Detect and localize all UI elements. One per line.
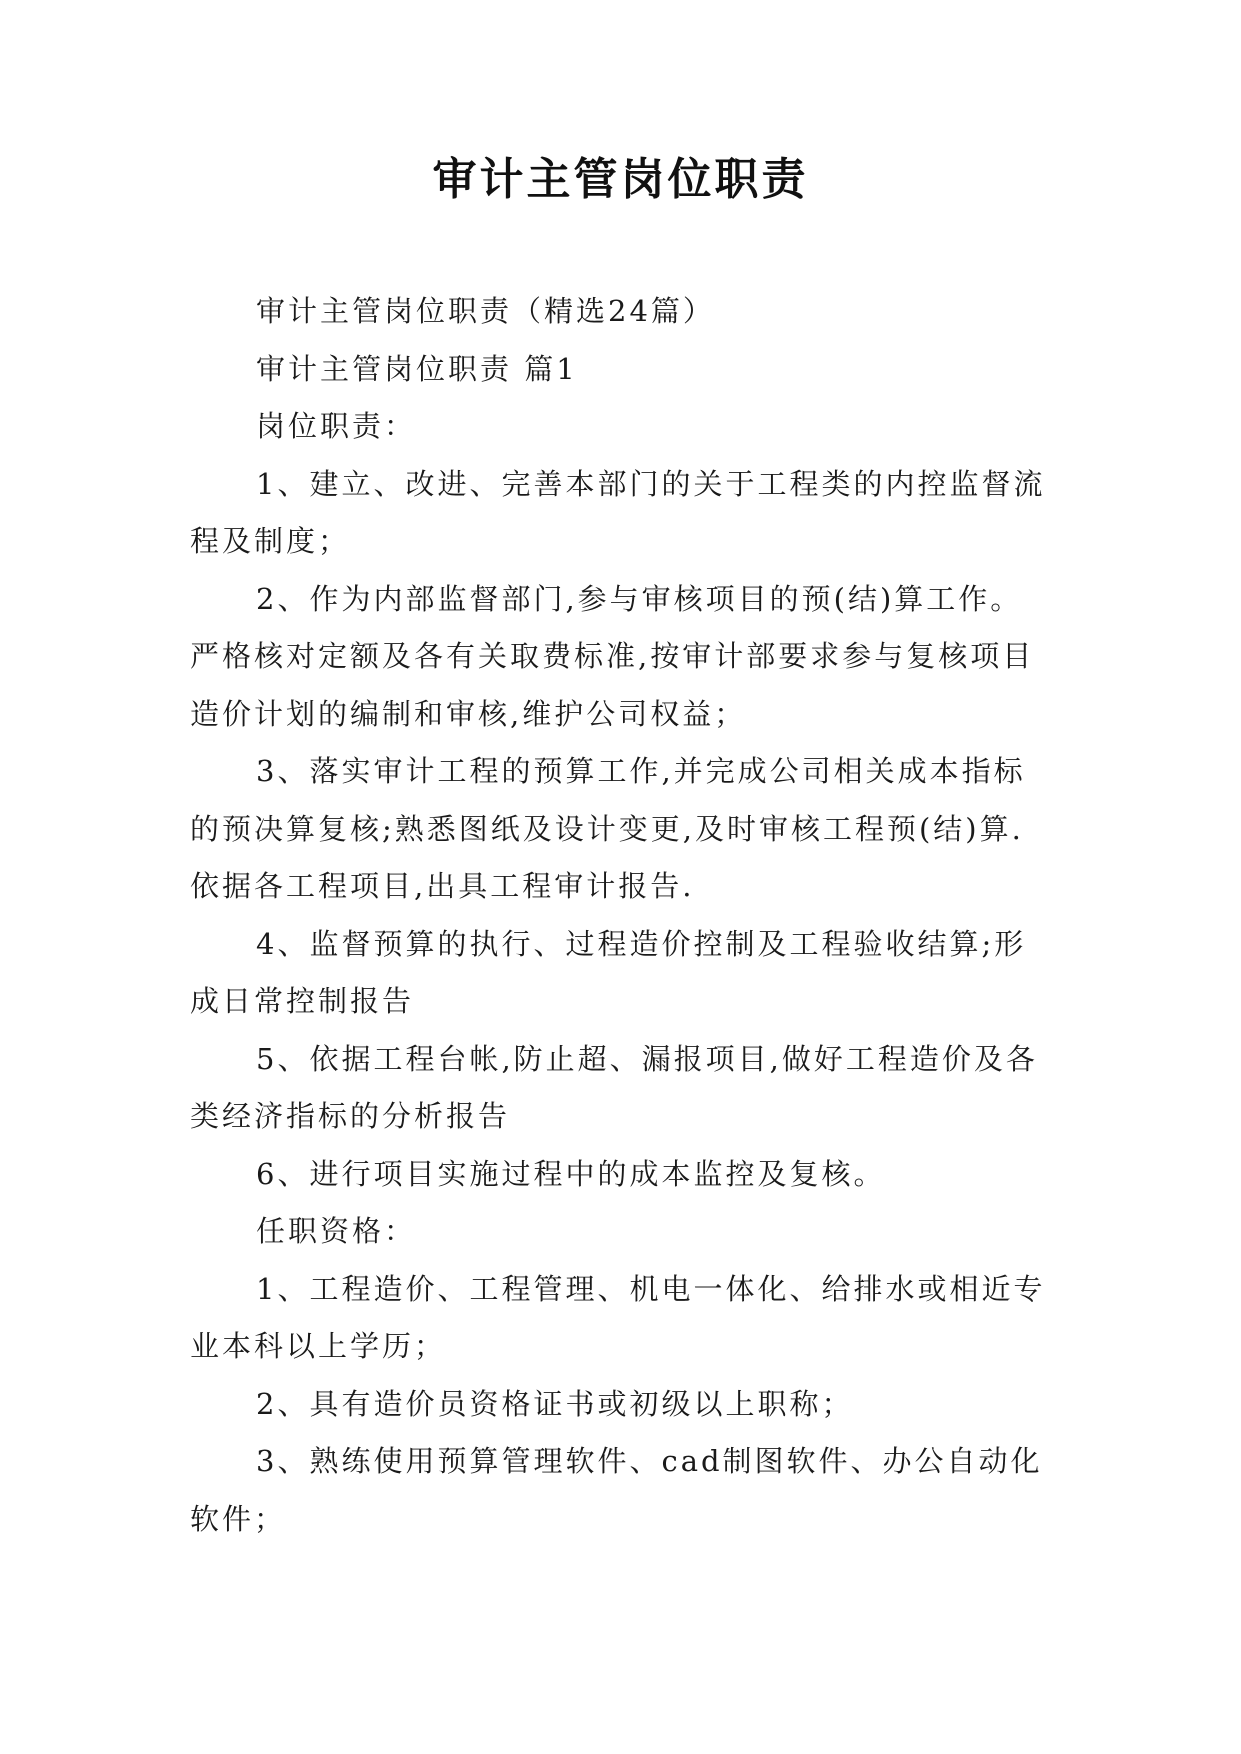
paragraph-duty-6: 6、进行项目实施过程中的成本监控及复核。 — [256, 1156, 886, 1191]
paragraph-qualifications-heading: 任职资格： — [256, 1214, 417, 1248]
paragraph-section-heading: 审计主管岗位职责 篇1 — [256, 351, 578, 386]
paragraph-duty-4: 4、监督预算的执行、过程造价控制及工程验收结算;形成日常控制报告 — [190, 926, 1027, 1018]
paragraph-qualification-3: 3、熟练使用预算管理软件、cad制图软件、办公自动化软件； — [190, 1444, 1043, 1536]
paragraph-duty-1: 1、建立、改进、完善本部门的关于工程类的内控监督流程及制度； — [190, 466, 1046, 558]
paragraph-intro: 审计主管岗位职责（精选24篇） — [256, 294, 715, 328]
paragraph-duty-5: 5、依据工程台帐,防止超、漏报项目,做好工程造价及各类经济指标的分析报告 — [190, 1041, 1038, 1133]
paragraph-duties-heading: 岗位职责： — [256, 409, 417, 443]
paragraph-qualification-1: 1、工程造价、工程管理、机电一体化、给排水或相近专业本科以上学历； — [190, 1271, 1046, 1363]
paragraph-duty-3: 3、落实审计工程的预算工作,并完成公司相关成本指标的预决算复核;熟悉图纸及设计变更,及时审核工程预(结)算.依据各工程项目,出具工程审计报告. — [190, 754, 1026, 903]
document-body — [190, 283, 1052, 1548]
paragraph-qualification-2: 2、具有造价员资格证书或初级以上职称； — [256, 1386, 854, 1421]
document-title: 审计主管岗位职责 — [432, 154, 809, 205]
paragraph-duty-2: 2、作为内部监督部门,参与审核项目的预(结)算工作。严格核对定额及各有关取费标准,按审计部要求参与复核项目造价计划的编制和审核,维护公司权益； — [190, 581, 1035, 731]
